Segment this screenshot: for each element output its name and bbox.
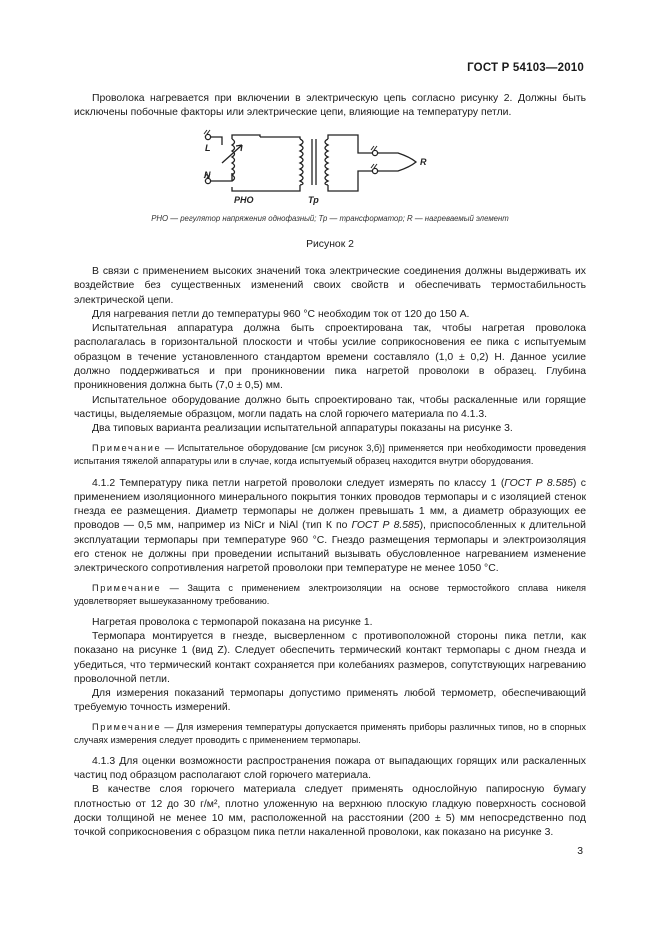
reference-gost-2: ГОСТ Р 8.585 [351,520,420,532]
note-2-label: Примечание [92,582,162,593]
paragraph-4: Испытательная аппаратура должна быть спроектирована так, чтобы нагретая проволока располагалась в горизонтальной плоскости и чтобы усилие соприкосновения ее пика с испытуемым образцом в течение установленного стандартом времени составляло (1,0 ± 0,2) Н. Данное усилие должно поддерживаться и при проникновении пика нагретой проволоки в образец. Глубина проникновения должна быть (7,0 ± 0,5) мм. [74,323,586,392]
note-3 [74,721,586,747]
figure-legend: РНО — регулятор напряжения однофазный; Тр — трансформатор; R — нагреваемый элемент [151,214,509,223]
paragraph-1: Проволока нагревается при включении в электрическую цепь согласно рисунку 2. Должны быть исключены побочные факторы или электрические цепи, влияющие на температуру петли. [74,93,586,119]
transformer-secondary [325,139,328,185]
terminal-r2 [372,168,377,173]
paragraph-2: В связи с применением высоких значений тока электрические соединения должны выдерживать их воздействие без существенных изменений своих свойств и обеспечивать термостабильность электрической цепи. [74,266,586,306]
paragraph-5: Испытательное оборудование должно быть спроектировано так, чтобы раскаленные или горящие частицы, выделяемые образцом, могли падать на слой горючего материала по 4.1.3. [74,394,586,420]
note-2 [74,582,586,608]
wire-top [260,137,300,139]
circuit-diagram [198,125,438,207]
figure-title: Рисунок 2 [306,239,354,250]
document-header: ГОСТ Р 54103—2010 [467,62,584,74]
rno-coil [232,139,235,181]
note-2-text: — Защита с применением электроизоляции на основе термостойкого сплава никеля удовлетворяет вышеуказанному требованию. [74,582,586,606]
wire-sec-bottom [328,171,372,191]
label-r: R [420,157,427,167]
paragraph-7 [74,477,586,577]
page-number: 3 [577,846,583,857]
paragraph-12: В качестве слоя горючего материала следует применять однослойную папиросную бумагу плотностью от 12 до 30 г/м², плотно уложенную на верхнюю плоскую гладкую поверхность сосновой доски толщиной не менее 10 мм, расположенной на расстоянии (200 ± 5) мм непосредственно под точкой соприкосновения с образцом пика петли накаленной проволоки, как показано на рисунке 3. [74,784,586,839]
wire-n [211,173,232,181]
reference-gost-1: ГОСТ Р 8.585 [504,477,573,489]
heating-loop [378,153,416,171]
paragraph-9: Термопара монтируется в гнезде, высверленном с противоположной стороны пика петли, как показано на рисунке 1 (вид Z). Следует обеспечить термический контакт термопары с дном гнезда и убедиться, что термический контакт сохраняется при колебаниях размеров, сопутствующих нагреванию проволочной петли. [74,630,586,685]
paragraph-8: Нагретая проволока с термопарой показана на рисунке 1. [92,616,373,628]
terminal-r1 [372,150,377,155]
paragraph-7-part-c: ), приспособленных к длительной эксплуатации термопары при температуре 960 °С. Гнездо размещения термопары и электроизоляция его стенок не должны при проведении испытаний вызывать обусловленное нагреванием изменение электрического сопротивления нагретой проволоки при температуре не менее 1050 °С. [74,520,586,575]
intro-block [74,92,586,121]
main-text-block [74,265,586,841]
note-3-text: — Для измерения температуры допускается применять приборы различных типов, но в спорных случаях измерения следует проводить с применением термопары. [74,721,586,745]
label-l: L [205,143,211,153]
paragraph-7-part-a: 4.1.2 Температуру пика петли нагретой проволоки следует измерять по классу 1 ( [92,477,505,489]
paragraph-3: Для нагревания петли до температуры 960 °С необходим ток от 120 до 150 А. [92,308,470,320]
note-1-text: — Испытательное оборудование [см рисунок 3,б)] применяется при необходимости проведения испытания тяжелой аппаратуры или в случае, когда испытуемый образец находится внутри оборудования. [74,442,586,466]
label-rno: РНО [234,195,254,205]
label-n: N [204,170,211,180]
note-3-label: Примечание [92,721,162,732]
rno-wiper-wire [232,135,260,139]
label-tp: Тр [308,195,319,205]
wire-l [211,137,222,145]
paragraph-6: Два типовых варианта реализации испытательной аппаратуры показаны на рисунке 3. [92,423,513,435]
note-1-label: Примечание [92,442,162,453]
note-1 [74,442,586,468]
wire-bottom [232,185,300,191]
wire-sec-top [328,135,372,153]
rno-arrow [222,145,242,163]
paragraph-7-part-b: ) с применением изоляционного минерального покрытия тонких проводов термопары и с изоляцией стенок гнезда ее размещения. Диаметр термопары не должен превышать 1 мм, а диаметр образующих ее проводов — 0,5 мм, например из NiCr и NiAl (тип К по [74,477,586,532]
paragraph-11: 4.1.3 Для оценки возможности распространения пожара от выпадающих горящих или раскаленных частиц под образцом располагают слой горючего материала. [74,755,586,782]
transformer-primary [300,139,303,185]
paragraph-10: Для измерения показаний термопары допустимо применять любой термометр, обеспечивающий требуемую точность измерений. [74,688,586,714]
terminal-l [205,134,210,139]
